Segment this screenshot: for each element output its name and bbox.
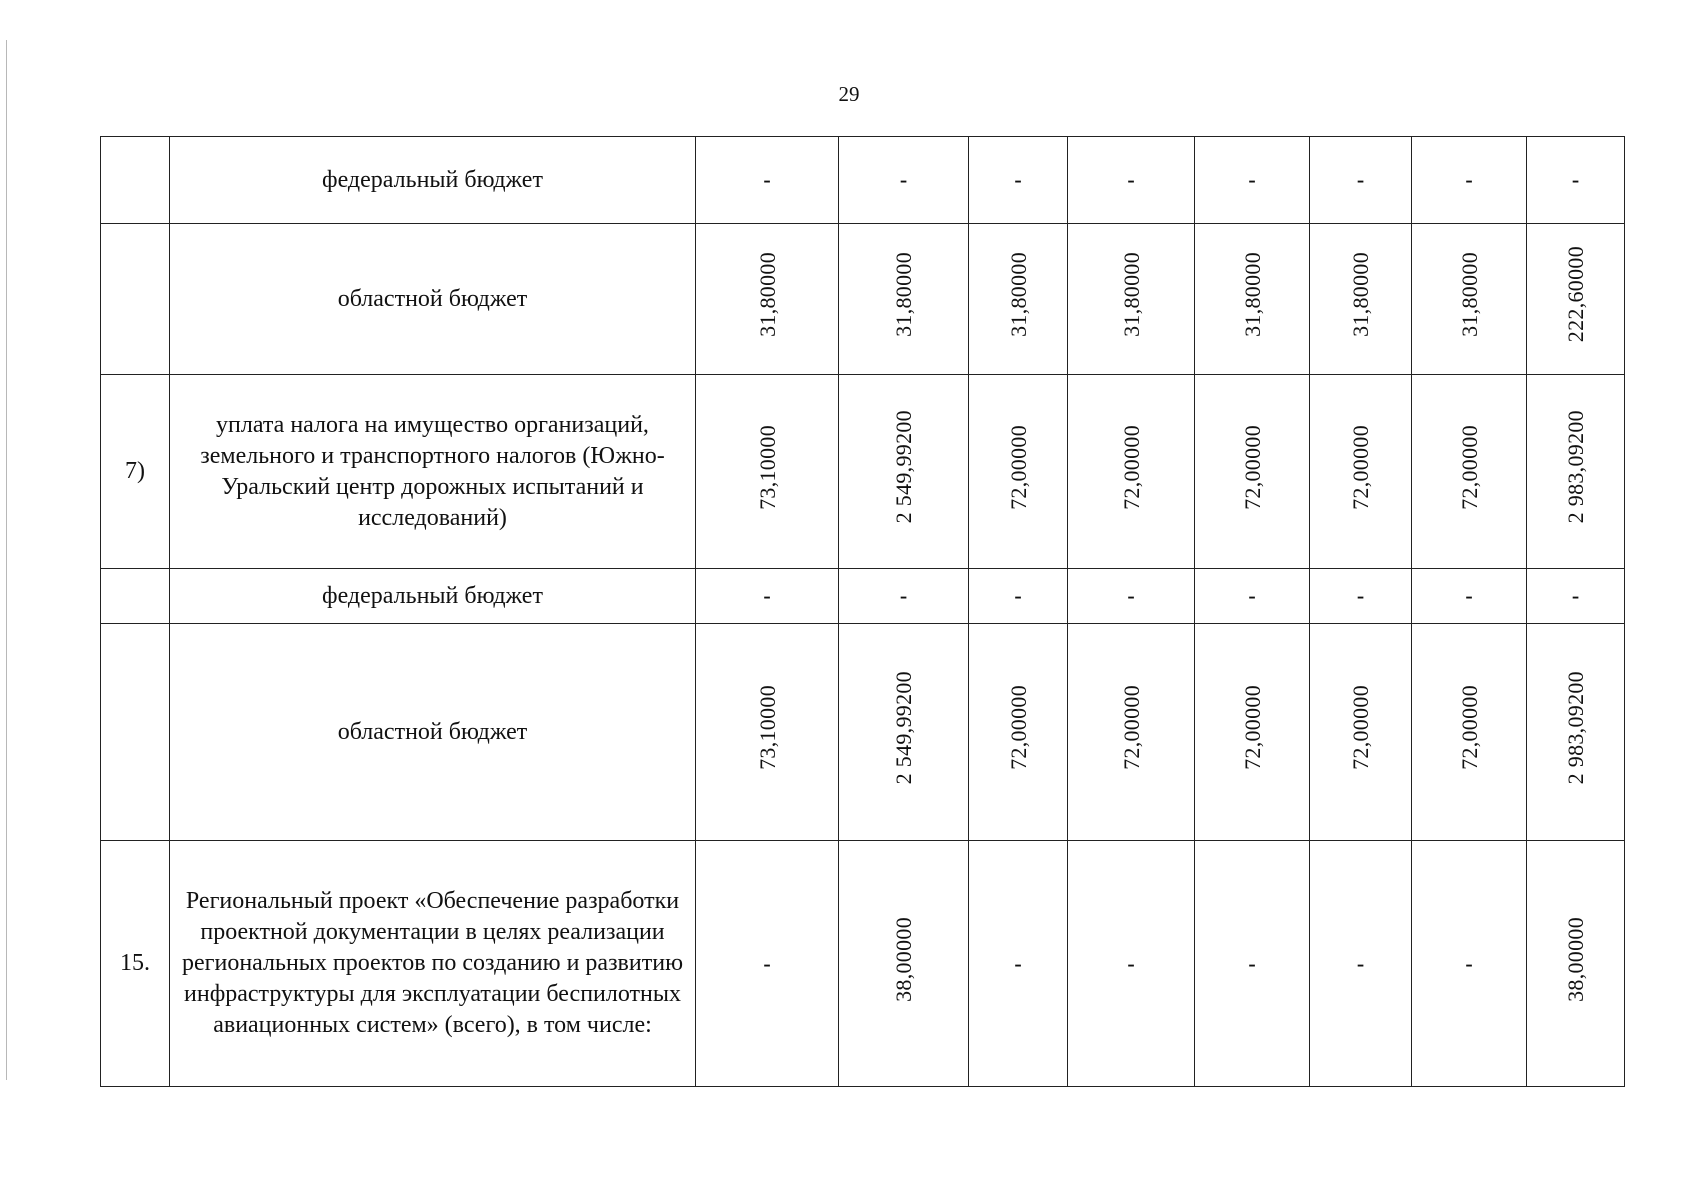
value-text: 31,80000: [754, 252, 780, 337]
table-row: [101, 375, 1625, 569]
row-name: федеральный бюджет: [170, 137, 696, 224]
value-cell: [969, 624, 1068, 841]
row-number: [101, 569, 170, 624]
value-text: 72,00000: [1348, 424, 1373, 510]
value-text: 2 549,99200: [891, 410, 916, 524]
value-text: 31,80000: [1239, 252, 1265, 337]
value-cell: [1068, 569, 1195, 624]
value-dash: -: [1014, 950, 1022, 976]
value-dash: -: [763, 583, 771, 608]
table-row: [101, 137, 1625, 224]
value-cell: [1068, 624, 1195, 841]
row-name: уплата налога на имущество организаций, земельного и транспортного налогов (Южно-Уральский центр дорожных испытаний и исследований): [170, 375, 696, 569]
value-cell: [839, 375, 969, 569]
value-cell: [696, 841, 839, 1087]
value-cell: [696, 375, 839, 569]
value-cell: [839, 841, 969, 1087]
row-name: областной бюджет: [170, 224, 696, 375]
value-cell: [1195, 137, 1310, 224]
value-dash: -: [899, 167, 908, 192]
value-dash: -: [1248, 950, 1256, 976]
value-text: 31,80000: [1118, 252, 1144, 337]
value-cell: [1068, 375, 1195, 569]
value-dash: -: [1014, 167, 1022, 192]
page-number: 29: [838, 82, 860, 106]
value-cell: [1310, 841, 1412, 1087]
value-text: 72,00000: [1456, 424, 1482, 510]
value-cell: [969, 137, 1068, 224]
value-cell: [696, 137, 839, 224]
value-text: 31,80000: [891, 252, 916, 337]
value-cell: [696, 224, 839, 375]
value-dash: -: [1127, 950, 1135, 976]
row-number: [101, 137, 170, 224]
value-dash: -: [1127, 167, 1135, 192]
value-cell: [1412, 137, 1527, 224]
value-cell: [969, 224, 1068, 375]
value-dash: -: [1465, 950, 1473, 976]
table-row: [101, 224, 1625, 375]
value-cell: [1527, 841, 1625, 1087]
value-cell: [839, 569, 969, 624]
value-text: 72,00000: [1456, 685, 1482, 770]
value-cell: [1527, 224, 1625, 375]
value-cell: [1527, 569, 1625, 624]
value-text: 72,00000: [1118, 685, 1144, 770]
value-text: 31,80000: [1348, 252, 1373, 337]
value-text: 38,00000: [1563, 916, 1588, 1002]
value-text: 222,60000: [1563, 246, 1588, 343]
value-cell: [1195, 569, 1310, 624]
row-name: Региональный проект «Обеспечение разработки проектной документации в целях реализации региональных проектов по созданию и развитию инфраструктуры для эксплуатации беспилотных авиационных систем» (всего), в том числе:: [170, 841, 696, 1087]
value-dash: -: [1571, 583, 1580, 608]
value-cell: [1310, 137, 1412, 224]
row-name: областной бюджет: [170, 624, 696, 841]
value-cell: [1527, 624, 1625, 841]
value-text: 72,00000: [1348, 685, 1373, 770]
value-cell: [969, 841, 1068, 1087]
row-number: 7): [101, 375, 170, 569]
value-text: 72,00000: [1118, 424, 1144, 510]
value-cell: [1527, 375, 1625, 569]
value-dash: -: [1014, 583, 1022, 608]
value-cell: [1412, 224, 1527, 375]
value-cell: [696, 569, 839, 624]
value-text: 72,00000: [1005, 424, 1031, 510]
value-cell: [1310, 224, 1412, 375]
value-cell: [839, 137, 969, 224]
value-cell: [1412, 624, 1527, 841]
value-dash: -: [1127, 583, 1135, 608]
value-text: 2 549,99200: [891, 670, 916, 785]
table-row: [101, 569, 1625, 624]
table-row: [101, 841, 1625, 1087]
value-cell: [1412, 375, 1527, 569]
value-cell: [1195, 375, 1310, 569]
value-text: 2 983,09200: [1563, 670, 1588, 785]
value-cell: [1068, 137, 1195, 224]
value-dash: -: [763, 950, 771, 976]
value-cell: [839, 624, 969, 841]
value-cell: [1310, 375, 1412, 569]
value-dash: -: [1571, 167, 1580, 192]
value-cell: [1195, 224, 1310, 375]
value-dash: -: [1356, 167, 1365, 192]
value-dash: -: [1248, 583, 1256, 608]
value-cell: [1195, 841, 1310, 1087]
value-text: 2 983,09200: [1563, 410, 1588, 524]
row-number: 15.: [101, 841, 170, 1087]
value-dash: -: [1356, 583, 1365, 608]
value-dash: -: [1356, 950, 1365, 976]
value-text: 72,00000: [1005, 685, 1031, 770]
value-cell: [839, 224, 969, 375]
value-dash: -: [1465, 167, 1473, 192]
value-text: 72,00000: [1239, 685, 1265, 770]
value-cell: [1068, 224, 1195, 375]
value-dash: -: [1248, 167, 1256, 192]
value-cell: [969, 569, 1068, 624]
value-cell: [1412, 841, 1527, 1087]
value-dash: -: [1465, 583, 1473, 608]
value-text: 72,00000: [1239, 424, 1265, 510]
value-text: 31,80000: [1005, 252, 1031, 337]
value-cell: [969, 375, 1068, 569]
value-text: 38,00000: [891, 916, 916, 1002]
row-name: федеральный бюджет: [170, 569, 696, 624]
row-number: [101, 624, 170, 841]
table-row: [101, 624, 1625, 841]
row-number: [101, 224, 170, 375]
budget-table: [100, 136, 1625, 1087]
value-dash: -: [763, 167, 771, 192]
value-text: 31,80000: [1456, 252, 1482, 337]
value-dash: -: [899, 583, 908, 608]
value-cell: [1195, 624, 1310, 841]
value-text: 73,10000: [754, 685, 780, 770]
value-cell: [1527, 137, 1625, 224]
value-cell: [1310, 624, 1412, 841]
page-edge-line: [6, 40, 7, 1080]
value-text: 73,10000: [754, 424, 780, 510]
value-cell: [1068, 841, 1195, 1087]
value-cell: [1412, 569, 1527, 624]
value-cell: [1310, 569, 1412, 624]
value-cell: [696, 624, 839, 841]
